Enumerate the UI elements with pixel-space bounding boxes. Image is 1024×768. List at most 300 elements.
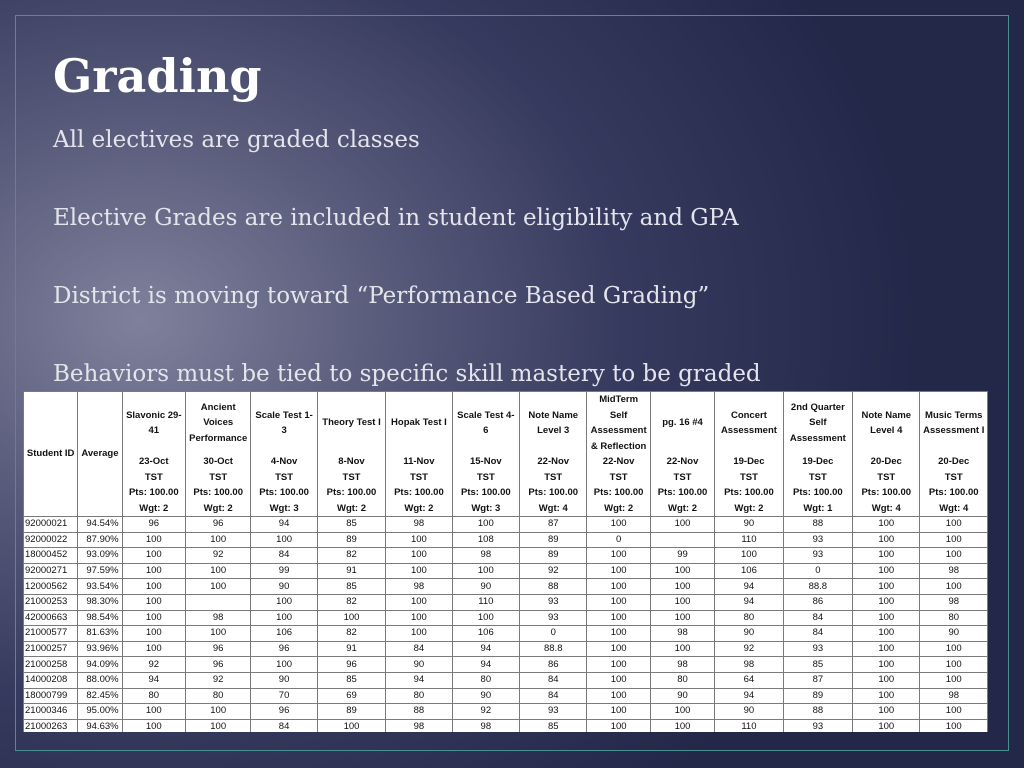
assignment-meta [853,454,919,516]
score-cell: 108 [452,532,519,548]
score-cell: 100 [185,532,250,548]
score-cell: 85 [317,579,385,595]
assignment-date: 19-Dec [802,456,834,467]
score-cell: 100 [122,626,185,642]
score-cell: 100 [386,548,452,564]
assignment-pts: Pts: 100.00 [326,487,377,498]
score-cell: 100 [587,610,650,626]
score-cell: 84 [520,672,587,688]
table-row [24,657,988,673]
score-cell: 85 [520,719,587,732]
score-cell: 84 [251,548,317,564]
slide-title: Grading [53,49,262,103]
score-cell: 90 [386,657,452,673]
score-cell: 88 [783,517,852,533]
assignment-name: Slavonic 29-41 [126,409,182,436]
score-cell: 88.8 [783,579,852,595]
student-id-cell: 92000271 [24,563,78,579]
score-cell: 100 [920,719,988,732]
score-cell: 80 [715,610,783,626]
column-header-assignment [783,392,852,517]
table-row [24,641,988,657]
assignment-type: TST [409,471,428,483]
assignment-wgt: Wgt: 2 [336,502,367,514]
score-cell: 100 [251,657,317,673]
score-cell: 110 [452,594,519,610]
assignment-wgt: Wgt: 2 [668,502,698,514]
score-cell: 100 [920,517,988,533]
assignment-pts: Pts: 100.00 [528,487,579,498]
score-cell: 100 [650,704,714,720]
assignment-type: TST [739,471,758,483]
score-cell: 100 [587,704,650,720]
score-cell: 100 [386,610,452,626]
score-cell: 100 [587,641,650,657]
assignment-date: 20-Dec [938,456,970,467]
assignment-meta [318,454,385,516]
column-header-assignment [587,392,650,517]
score-cell: 84 [520,688,587,704]
assignment-pts: Pts: 100.00 [861,487,912,498]
score-cell: 93 [520,594,587,610]
table-row [24,626,988,642]
score-cell: 92 [122,657,185,673]
gradebook-table [23,391,988,732]
score-cell: 93 [783,641,852,657]
score-cell: 88 [783,704,852,720]
score-cell: 98 [650,657,714,673]
score-cell: 93 [783,548,852,564]
score-cell: 100 [386,594,452,610]
score-cell: 96 [122,517,185,533]
bullet-behaviors-skill: Behaviors must be tied to specific skill mastery to be graded [53,361,761,387]
score-cell: 100 [650,517,714,533]
assignment-pts: Pts: 100.00 [793,487,843,498]
score-cell: 94 [386,672,452,688]
assignment-name: 2nd Quarter Self Assessment [789,401,846,444]
score-cell: 0 [587,532,650,548]
column-header-assignment [251,392,317,517]
assignment-name: Scale Test 4-6 [457,409,515,436]
assignment-name: MidTerm Self Assessment & Reflection [590,394,647,452]
score-cell: 82 [317,594,385,610]
score-cell: 100 [853,657,920,673]
score-cell: 100 [853,641,920,657]
column-header-student-id: Student ID [24,392,78,517]
assignment-date: 15-Nov [469,456,502,467]
score-cell: 100 [185,579,250,595]
assignment-date: 11-Nov [403,456,435,467]
student-id-cell: 21000346 [24,704,78,720]
score-cell: 90 [715,626,783,642]
score-cell: 106 [452,626,519,642]
score-cell: 89 [520,548,587,564]
assignment-date: 22-Nov [666,456,699,467]
score-cell: 110 [715,719,783,732]
score-cell: 100 [122,719,185,732]
assignment-type: TST [544,471,563,483]
score-cell: 89 [317,704,385,720]
score-cell: 98 [715,657,783,673]
score-cell: 100 [587,688,650,704]
score-cell: 0 [783,563,852,579]
score-cell: 90 [715,517,783,533]
score-cell: 91 [317,563,385,579]
score-cell: 100 [650,594,714,610]
score-cell: 92 [185,672,250,688]
average-cell: 95.00% [78,704,122,720]
score-cell: 100 [587,626,650,642]
score-cell: 100 [587,594,650,610]
score-cell: 90 [452,688,519,704]
score-cell: 100 [650,563,714,579]
score-cell: 90 [650,688,714,704]
score-cell: 100 [587,548,650,564]
score-cell: 100 [185,563,250,579]
score-cell: 100 [185,626,250,642]
score-cell: 96 [317,657,385,673]
bullet-electives-graded: All electives are graded classes [53,127,420,153]
score-cell: 88.8 [520,641,587,657]
score-cell: 100 [853,610,920,626]
bullet-performance-based: District is moving toward “Performance Based Grading” [53,283,710,309]
average-cell: 81.63% [78,626,122,642]
score-cell: 98 [185,610,250,626]
assignment-name: Concert Assessment [720,409,777,436]
score-cell: 98 [920,688,988,704]
score-cell: 98 [452,548,519,564]
score-cell: 100 [122,641,185,657]
score-cell: 80 [920,610,988,626]
assignment-name: Theory Test I [322,417,381,429]
assignment-pts: Pts: 100.00 [193,487,244,498]
score-cell: 94 [122,672,185,688]
bullet-eligibility-gpa: Elective Grades are included in student eligibility and GPA [53,205,739,231]
score-cell: 100 [920,672,988,688]
assignment-meta [251,454,316,516]
assignment-meta [386,454,451,516]
score-cell: 100 [920,548,988,564]
score-cell: 88 [386,704,452,720]
score-cell: 100 [587,657,650,673]
score-cell: 96 [251,641,317,657]
score-cell: 99 [251,563,317,579]
score-cell [185,594,250,610]
table-row [24,688,988,704]
column-header-assignment [650,392,714,517]
score-cell: 89 [520,532,587,548]
assignment-date: 22-Nov [537,456,570,467]
assignment-date: 23-Oct [139,456,169,467]
score-cell: 80 [122,688,185,704]
assignment-pts: Pts: 100.00 [928,487,979,498]
assignment-wgt: Wgt: 3 [471,502,501,514]
average-cell: 94.09% [78,657,122,673]
assignment-meta [651,454,714,516]
assignment-meta [920,454,987,516]
student-id-cell: 92000022 [24,532,78,548]
average-cell: 93.09% [78,548,122,564]
score-cell: 100 [920,704,988,720]
average-cell: 97.59% [78,563,122,579]
score-cell: 82 [317,626,385,642]
score-cell: 85 [783,657,852,673]
score-cell: 100 [122,610,185,626]
score-cell: 100 [715,548,783,564]
assignment-pts: Pts: 100.00 [259,487,309,498]
assignment-name: Note Name Level 4 [861,409,912,436]
score-cell: 92 [452,704,519,720]
average-cell: 87.90% [78,532,122,548]
score-cell: 86 [783,594,852,610]
score-cell: 93 [783,719,852,732]
score-cell: 110 [715,532,783,548]
column-header-assignment [122,392,185,517]
column-header-assignment [715,392,783,517]
score-cell: 98 [650,626,714,642]
average-cell: 82.45% [78,688,122,704]
score-cell: 96 [185,641,250,657]
column-header-assignment [386,392,452,517]
score-cell: 94 [715,688,783,704]
score-cell: 94 [715,594,783,610]
score-cell: 100 [650,579,714,595]
assignment-type: TST [144,471,163,483]
score-cell: 93 [783,532,852,548]
assignment-type: TST [808,471,827,483]
assignment-meta [715,454,782,516]
score-cell: 86 [520,657,587,673]
assignment-wgt: Wgt: 4 [871,502,901,514]
table-row [24,548,988,564]
average-cell: 93.96% [78,641,122,657]
score-cell: 87 [520,517,587,533]
score-cell: 87 [783,672,852,688]
score-cell: 100 [853,594,920,610]
score-cell: 100 [587,517,650,533]
score-cell: 106 [715,563,783,579]
score-cell: 100 [853,719,920,732]
score-cell: 100 [251,532,317,548]
column-header-assignment [520,392,587,517]
score-cell: 94 [251,517,317,533]
column-header-assignment [185,392,250,517]
assignment-type: TST [673,471,692,483]
average-cell: 98.54% [78,610,122,626]
score-cell: 100 [920,657,988,673]
column-header-assignment [920,392,988,517]
score-cell: 98 [920,594,988,610]
student-id-cell: 14000208 [24,672,78,688]
assignment-meta [186,454,250,516]
score-cell: 85 [317,517,385,533]
assignment-type: TST [609,471,628,483]
score-cell: 100 [317,610,385,626]
score-cell: 80 [650,672,714,688]
score-cell: 80 [185,688,250,704]
assignment-name: Music Terms Assessment I [923,409,985,436]
score-cell: 100 [587,672,650,688]
score-cell: 90 [920,626,988,642]
score-cell: 84 [251,719,317,732]
table-row [24,672,988,688]
assignment-type: TST [275,471,294,483]
assignment-type: TST [209,471,228,483]
score-cell: 92 [185,548,250,564]
assignment-name: Ancient Voices Performance [189,401,248,444]
score-cell: 100 [650,610,714,626]
score-cell: 84 [783,626,852,642]
student-id-cell: 18000452 [24,548,78,564]
column-header-assignment [317,392,385,517]
score-cell: 100 [185,704,250,720]
table-row [24,563,988,579]
student-id-cell: 12000562 [24,579,78,595]
score-cell: 100 [650,641,714,657]
average-cell: 98.30% [78,594,122,610]
score-cell: 100 [122,594,185,610]
score-cell: 89 [317,532,385,548]
assignment-pts: Pts: 100.00 [461,487,511,498]
assignment-pts: Pts: 100.00 [593,487,644,498]
score-cell: 93 [520,704,587,720]
assignment-name: Hopak Test I [391,417,447,429]
student-id-cell: 21000257 [24,641,78,657]
score-cell: 100 [853,626,920,642]
assignment-meta [587,454,649,516]
assignment-meta [784,454,852,516]
score-cell: 100 [122,563,185,579]
assignment-date: 22-Nov [602,456,635,467]
student-id-cell: 21000258 [24,657,78,673]
assignment-date: 19-Dec [733,456,765,467]
assignment-pts: Pts: 100.00 [657,487,708,498]
assignment-pts: Pts: 100.00 [128,487,179,498]
score-cell: 100 [122,704,185,720]
score-cell: 90 [452,579,519,595]
score-cell: 100 [185,719,250,732]
assignment-date: 4-Nov [270,456,298,467]
score-cell: 100 [853,704,920,720]
score-cell: 100 [587,719,650,732]
column-header-assignment [853,392,920,517]
assignment-wgt: Wgt: 2 [604,502,634,514]
assignment-name: Note Name Level 3 [528,409,579,436]
score-cell: 100 [251,610,317,626]
score-cell: 90 [715,704,783,720]
score-cell: 98 [386,579,452,595]
table-row [24,594,988,610]
assignment-wgt: Wgt: 4 [538,502,568,514]
score-cell: 100 [386,532,452,548]
table-row [24,704,988,720]
score-cell: 100 [853,517,920,533]
assignment-pts: Pts: 100.00 [394,487,444,498]
score-cell: 100 [920,579,988,595]
table-row [24,532,988,548]
assignment-pts: Pts: 100.00 [724,487,774,498]
score-cell: 80 [452,672,519,688]
assignment-date: 20-Dec [870,456,902,467]
score-cell: 98 [386,517,452,533]
score-cell: 100 [920,641,988,657]
score-cell: 94 [452,657,519,673]
assignment-name: Scale Test 1-3 [255,409,313,436]
score-cell: 93 [520,610,587,626]
column-header-average: Average [78,392,122,517]
assignment-meta [453,454,519,516]
average-cell: 93.54% [78,579,122,595]
average-cell: 94.54% [78,517,122,533]
score-cell: 96 [185,517,250,533]
table-row [24,719,988,732]
score-cell: 100 [853,579,920,595]
assignment-date: 30-Oct [203,456,233,467]
assignment-wgt: Wgt: 1 [803,502,833,514]
score-cell: 98 [920,563,988,579]
score-cell: 90 [251,672,317,688]
assignment-wgt: Wgt: 2 [203,502,233,514]
assignment-meta [123,454,185,516]
score-cell: 100 [386,563,452,579]
assignment-wgt: Wgt: 4 [939,502,969,514]
assignment-wgt: Wgt: 2 [734,502,764,514]
table-row [24,579,988,595]
average-cell: 94.63% [78,719,122,732]
assignment-wgt: Wgt: 3 [269,502,299,514]
score-cell: 91 [317,641,385,657]
score-cell: 100 [452,563,519,579]
assignment-type: TST [877,471,896,483]
score-cell: 70 [251,688,317,704]
assignment-wgt: Wgt: 2 [404,502,434,514]
score-cell: 96 [251,704,317,720]
score-cell: 100 [853,548,920,564]
score-cell: 89 [783,688,852,704]
gradebook-image [23,391,988,732]
assignment-name: pg. 16 #4 [662,417,703,429]
score-cell: 96 [185,657,250,673]
score-cell: 100 [853,688,920,704]
column-header-assignment [452,392,519,517]
score-cell: 100 [920,532,988,548]
student-id-cell: 42000663 [24,610,78,626]
student-id-cell: 92000021 [24,517,78,533]
score-cell: 84 [386,641,452,657]
grade-rows [24,517,988,733]
assignment-type: TST [342,471,361,483]
score-cell: 100 [386,626,452,642]
score-cell: 100 [251,594,317,610]
score-cell: 92 [520,563,587,579]
score-cell [650,532,714,548]
score-cell: 100 [122,548,185,564]
score-cell: 99 [650,548,714,564]
student-id-cell: 21000253 [24,594,78,610]
score-cell: 69 [317,688,385,704]
assignment-wgt: Wgt: 2 [139,502,169,514]
score-cell: 94 [715,579,783,595]
score-cell: 64 [715,672,783,688]
score-cell: 84 [783,610,852,626]
score-cell: 100 [587,563,650,579]
score-cell: 106 [251,626,317,642]
table-row [24,610,988,626]
score-cell: 85 [317,672,385,688]
score-cell: 88 [520,579,587,595]
table-row [24,517,988,533]
score-cell: 100 [122,532,185,548]
